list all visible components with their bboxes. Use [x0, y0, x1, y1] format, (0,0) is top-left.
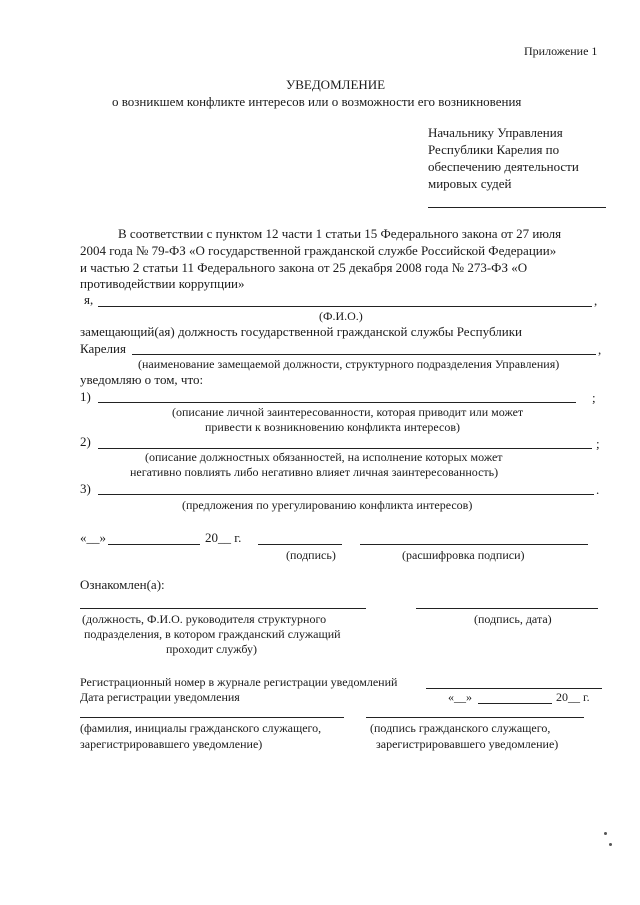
head-caption-1: (должность, Ф.И.О. руководителя структурного — [82, 612, 327, 626]
item-1-number: 1) — [80, 389, 91, 404]
signature-field[interactable] — [258, 544, 342, 545]
ya-label: я, — [84, 292, 94, 307]
date-month-field[interactable] — [108, 544, 200, 545]
notify-label: уведомляю о том, что: — [80, 372, 204, 387]
reg-date-year[interactable]: 20__ г. — [556, 690, 590, 704]
document-subtitle: о возникшем конфликте интересов или о возможности его возникновения — [112, 94, 522, 109]
position-field[interactable] — [132, 354, 596, 355]
item-2-field[interactable] — [98, 448, 592, 449]
appendix-label: Приложение 1 — [524, 44, 598, 58]
item-3-field[interactable] — [98, 494, 594, 495]
reg-number-field[interactable] — [426, 688, 602, 689]
addressee-line-1: Начальнику Управления — [428, 125, 563, 140]
item-3-number: 3) — [80, 481, 91, 496]
position-caption: (наименование замещаемой должности, структурного подразделения Управления) — [138, 357, 560, 371]
decode-caption: (расшифровка подписи) — [402, 548, 525, 562]
date-year[interactable]: 20__ г. — [205, 530, 242, 545]
fio-field[interactable] — [98, 306, 592, 307]
intro-line-2: 2004 года № 79-ФЗ «О государственной гражданской службе Российской Федерации» — [80, 243, 557, 258]
addressee-blank-line[interactable] — [428, 207, 606, 208]
item-1-caption-1: (описание личной заинтересованности, которая приводит или может — [172, 405, 524, 419]
reg-date-month-field[interactable] — [478, 703, 552, 704]
addressee-line-3: обеспечению деятельности — [428, 159, 579, 174]
sign-date-caption: (подпись, дата) — [474, 612, 552, 626]
head-caption-3: проходит службу) — [166, 642, 258, 656]
position-line: замещающий(ая) должность государственной гражданской службы Республики — [80, 324, 522, 339]
fio-caption: (Ф.И.О.) — [319, 309, 363, 323]
item-1-caption-2: привести к возникновению конфликта интересов) — [205, 420, 460, 434]
scan-speck — [609, 843, 612, 846]
acknowledged-label: Ознакомлен(а): — [80, 577, 165, 592]
item-2-number: 2) — [80, 434, 91, 449]
registrar-field[interactable] — [80, 717, 344, 718]
item-3-caption: (предложения по урегулированию конфликта интересов) — [182, 498, 473, 512]
document-title: УВЕДОМЛЕНИЕ — [286, 77, 386, 92]
registrar-caption-1: (фамилия, инициалы гражданского служащего, — [80, 721, 322, 735]
addressee-line-4: мировых судей — [428, 176, 512, 191]
intro-line-4: противодействии коррупции» — [80, 276, 245, 291]
reg-date-label: Дата регистрации уведомления — [80, 690, 240, 704]
item-1-field[interactable] — [98, 402, 576, 403]
reg-date-day[interactable]: «__» — [448, 690, 472, 704]
intro-line-1: В соответствии с пунктом 12 части 1 статьи 15 Федерального закона от 27 июля — [118, 226, 562, 241]
head-field[interactable] — [80, 608, 366, 609]
karelia-label: Карелия — [80, 341, 126, 356]
reg-number-label: Регистрационный номер в журнале регистрации уведомлений — [80, 675, 398, 689]
scan-speck — [604, 832, 607, 835]
signature-decode-field[interactable] — [360, 544, 588, 545]
date-day[interactable]: «__» — [80, 530, 106, 545]
signature-caption: (подпись) — [286, 548, 336, 562]
item-2-caption-1: (описание должностных обязанностей, на исполнение которых может — [145, 450, 503, 464]
registrar-sign-field[interactable] — [366, 717, 584, 718]
registrar-caption-2: зарегистрировавшего уведомление) — [80, 737, 263, 751]
head-caption-2: подразделения, в котором гражданский служащий — [84, 627, 341, 641]
addressee-line-2: Республики Карелия по — [428, 142, 560, 157]
item-2-caption-2: негативно повлиять либо негативно влияет личная заинтересованность) — [130, 465, 499, 479]
sign-date-field[interactable] — [416, 608, 598, 609]
intro-line-3: и частью 2 статьи 11 Федерального закона от 25 декабря 2008 года № 273-ФЗ «О — [80, 260, 528, 275]
registrar-sign-caption-1: (подпись гражданского служащего, — [370, 721, 551, 735]
registrar-sign-caption-2: зарегистрировавшего уведомление) — [376, 737, 559, 751]
